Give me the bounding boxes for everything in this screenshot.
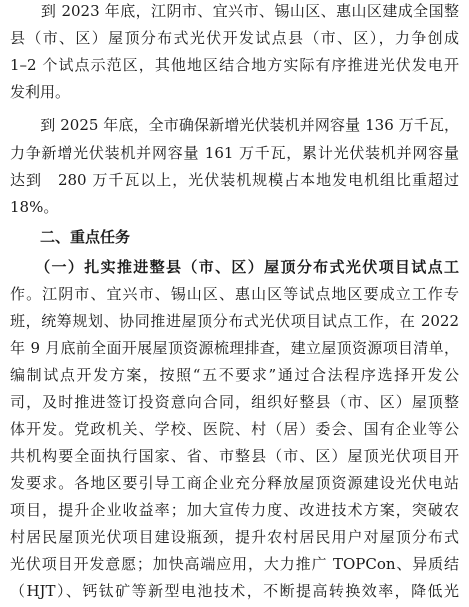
paragraph-line: 体开发。党政机关、学校、医院、村（居）委会、国有企业等公	[10, 420, 459, 438]
paragraph-line: 年 9 月底前全面开展屋顶资源梳理排查，建立屋顶资源项目清单，	[10, 339, 459, 357]
paragraph-line: （HJT）、钙钛矿等新型电池技术，不断提高转换效率，降低光	[10, 582, 459, 600]
paragraph-line: 司，及时推进签订投资意向合同，组织好整县（市、区）屋顶整	[10, 393, 459, 411]
paragraph-line: 力争新增光伏装机并网容量 161 万千瓦，累计光伏装机并网容量	[10, 144, 459, 162]
section-heading: 二、重点任务	[10, 228, 131, 246]
paragraph-line: 光伏项目开发意愿；加快高端应用，大力推广 TOPCon、异质结	[10, 555, 459, 573]
paragraph-line: 县（市、区）屋顶分布式光伏开发试点县（市、区），力争创成	[10, 29, 459, 47]
paragraph-line: 18%。	[10, 198, 59, 216]
paragraph-line: 村居民屋顶光伏项目建设瓶颈，提升农村居民用户对屋顶分布式	[10, 528, 459, 546]
paragraph-line: 发利用。	[10, 83, 71, 101]
paragraph-line: 共机构要全面执行国家、省、市整县（市、区）屋顶光伏项目开	[10, 447, 459, 465]
paragraph-line: 项目，提升企业收益率；加大宣传力度、改进技术方案，突破农	[10, 501, 459, 519]
paragraph-line: 发要求。各地区要引导工商企业充分释放屋顶资源建设光伏电站	[10, 474, 459, 492]
paragraph-line: 班，统筹规划、协同推进屋顶分布式光伏项目试点工作，在 2022	[10, 312, 459, 330]
paragraph-line: 编制试点开发方案，按照“五不要求”通过合法程序选择开发公	[10, 366, 459, 384]
paragraph-line: 到 2023 年底，江阴市、宜兴市、锡山区、惠山区建成全国整	[10, 2, 459, 20]
paragraph-line: 1–2 个试点示范区，其他地区结合地方实际有序推进光伏发电开	[10, 56, 459, 74]
subsection-heading: （一）扎实推进整县（市、区）屋顶分布式光伏项目试点工	[10, 258, 459, 276]
paragraph-line: 到 2025 年底，全市确保新增光伏装机并网容量 136 万千瓦，	[10, 116, 459, 134]
paragraph-line: 作。江阴市、宜兴市、锡山区、惠山区等试点地区要成立工作专	[10, 285, 459, 303]
paragraph-line: 达到 280 万千瓦以上，光伏装机规模占本地发电机组比重超过	[10, 171, 459, 189]
